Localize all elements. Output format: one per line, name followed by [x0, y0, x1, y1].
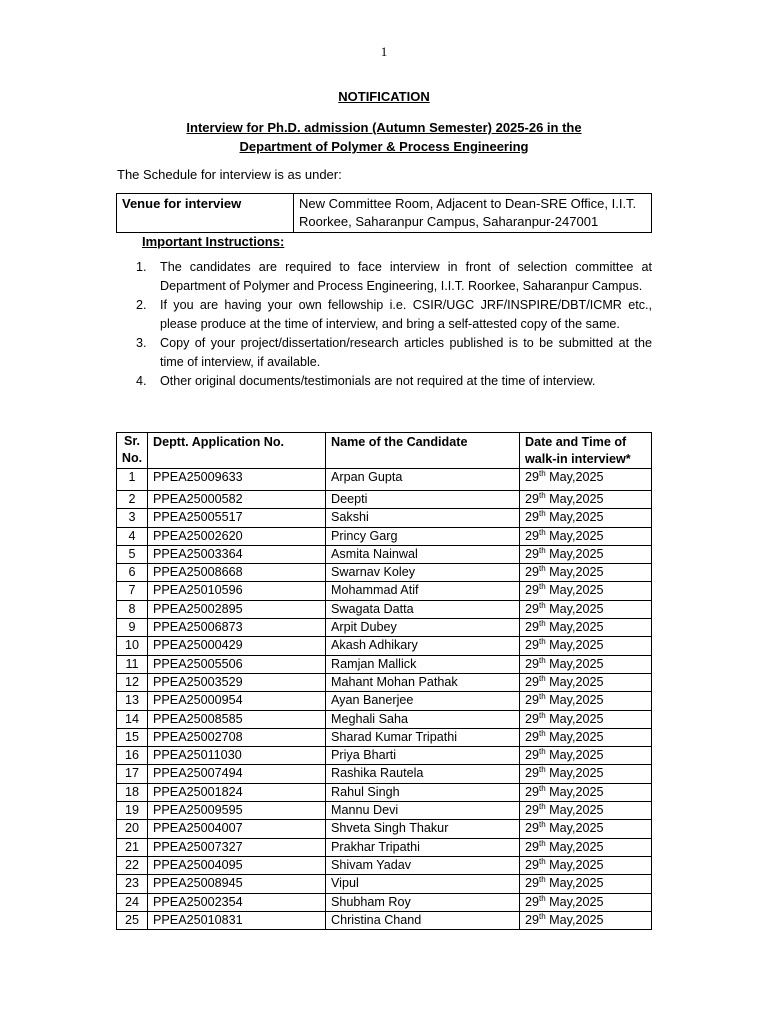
cell-interview-date: [520, 673, 652, 691]
date-rest: May,2025: [545, 857, 604, 872]
cell-sr-no: 19: [117, 802, 148, 820]
date-suffix: th: [539, 490, 546, 500]
instructions-list: [136, 258, 652, 391]
table-row: [117, 637, 652, 655]
cell-interview-date: [520, 527, 652, 545]
date-day: 29: [525, 492, 540, 506]
cell-interview-date: [520, 893, 652, 911]
table-row: [117, 747, 652, 765]
date-day: 29: [525, 711, 540, 726]
date-rest: May,2025: [545, 565, 604, 580]
cell-candidate-name: Mohammad Atif: [326, 582, 520, 600]
cell-interview-date: [520, 875, 652, 893]
cell-candidate-name: Shveta Singh Thakur: [326, 820, 520, 838]
date-rest: May,2025: [545, 711, 604, 726]
cell-interview-date: [520, 765, 652, 783]
instruction-number: 3.: [136, 336, 147, 350]
schedule-intro: The Schedule for interview is as under:: [117, 167, 342, 182]
cell-candidate-name: Deepti: [326, 491, 520, 509]
cell-sr-no: 10: [117, 637, 148, 655]
cell-application-no: PPEA25002620: [148, 527, 326, 545]
instruction-text: Other original documents/testimonials are not required at the time of interview.: [160, 374, 596, 388]
cell-candidate-name: Mannu Devi: [326, 802, 520, 820]
cell-sr-no: 11: [117, 655, 148, 673]
date-suffix: th: [539, 820, 546, 830]
date-suffix: th: [539, 838, 546, 848]
date-day: 29: [525, 565, 540, 580]
cell-interview-date: [520, 728, 652, 746]
cell-sr-no: 25: [117, 911, 148, 929]
table-row: [117, 856, 652, 874]
cell-sr-no: 24: [117, 893, 148, 911]
date-suffix: th: [539, 509, 546, 519]
cell-sr-no: 23: [117, 875, 148, 893]
date-day: 29: [525, 510, 540, 525]
header-interview-date: Date and Time of walk-in interview*: [520, 433, 652, 469]
cell-application-no: PPEA25000954: [148, 692, 326, 710]
cell-sr-no: 14: [117, 710, 148, 728]
cell-candidate-name: Arpan Gupta: [326, 469, 520, 491]
table-row: [117, 783, 652, 801]
table-row: [117, 527, 652, 545]
instruction-number: 2.: [136, 298, 147, 312]
table-row: [117, 802, 652, 820]
date-day: 29: [525, 656, 540, 671]
table-row: [117, 893, 652, 911]
cell-sr-no: 20: [117, 820, 148, 838]
header-candidate-name: Name of the Candidate: [326, 433, 520, 469]
cell-application-no: PPEA25010596: [148, 582, 326, 600]
date-rest: May,2025: [545, 693, 604, 708]
date-rest: May,2025: [545, 601, 604, 616]
cell-sr-no: 5: [117, 545, 148, 563]
date-suffix: th: [539, 911, 546, 921]
date-rest: May,2025: [545, 656, 604, 671]
cell-application-no: PPEA25005517: [148, 509, 326, 527]
cell-sr-no: 2: [117, 491, 148, 509]
cell-sr-no: 17: [117, 765, 148, 783]
date-day: 29: [525, 876, 540, 891]
date-day: 29: [525, 470, 540, 484]
cell-candidate-name: Arpit Dubey: [326, 619, 520, 637]
date-day: 29: [525, 601, 540, 616]
cell-interview-date: [520, 802, 652, 820]
cell-interview-date: [520, 582, 652, 600]
instruction-text: Copy of your project/dissertation/research articles published is to be submitted at the time of interview, if available.: [160, 336, 652, 369]
date-rest: May,2025: [545, 839, 604, 854]
date-day: 29: [525, 894, 540, 909]
cell-sr-no: 4: [117, 527, 148, 545]
cell-candidate-name: Swarnav Koley: [326, 564, 520, 582]
date-suffix: th: [539, 655, 546, 665]
table-row: [117, 491, 652, 509]
date-rest: May,2025: [545, 729, 604, 744]
date-suffix: th: [539, 527, 546, 537]
instruction-number: 1.: [136, 260, 147, 274]
date-suffix: th: [539, 637, 546, 647]
date-suffix: th: [539, 783, 546, 793]
instruction-text: The candidates are required to face interview in front of selection committee at Department of Polymer and Process Engineering, I.I.T. Roorkee, Saharanpur Campus.: [160, 260, 652, 293]
header-application-no: Deptt. Application No.: [148, 433, 326, 469]
subtitle-line-2: Department of Polymer & Process Engineering: [239, 139, 529, 154]
cell-application-no: PPEA25002895: [148, 600, 326, 618]
cell-candidate-name: Mahant Mohan Pathak: [326, 673, 520, 691]
date-rest: May,2025: [545, 748, 604, 763]
date-day: 29: [525, 620, 540, 635]
table-row: [117, 600, 652, 618]
cell-candidate-name: Akash Adhikary: [326, 637, 520, 655]
table-row: [117, 673, 652, 691]
date-day: 29: [525, 748, 540, 763]
cell-sr-no: 21: [117, 838, 148, 856]
cell-candidate-name: Princy Garg: [326, 527, 520, 545]
table-row: [117, 545, 652, 563]
date-rest: May,2025: [545, 470, 604, 484]
instruction-item: [136, 334, 652, 372]
cell-application-no: PPEA25010831: [148, 911, 326, 929]
cell-application-no: PPEA25007327: [148, 838, 326, 856]
date-day: 29: [525, 839, 540, 854]
cell-candidate-name: Rahul Singh: [326, 783, 520, 801]
cell-sr-no: 15: [117, 728, 148, 746]
date-suffix: th: [539, 728, 546, 738]
cell-application-no: PPEA25002708: [148, 728, 326, 746]
header-sr-no: Sr. No.: [117, 433, 148, 469]
date-suffix: th: [539, 564, 546, 573]
table-row: [117, 469, 652, 491]
date-rest: May,2025: [545, 784, 604, 799]
date-day: 29: [525, 821, 540, 836]
cell-candidate-name: Prakhar Tripathi: [326, 838, 520, 856]
cell-candidate-name: Vipul: [326, 875, 520, 893]
instruction-text: If you are having your own fellowship i.e. CSIR/UGC JRF/INSPIRE/DBT/ICMR etc., please produce at the time of interview, and bring a self-attested copy of the same.: [160, 298, 652, 331]
table-row: [117, 911, 652, 929]
date-rest: May,2025: [545, 766, 604, 781]
cell-interview-date: [520, 820, 652, 838]
cell-sr-no: 18: [117, 783, 148, 801]
table-row: [117, 765, 652, 783]
page-title: NOTIFICATION: [338, 89, 430, 104]
cell-candidate-name: Sharad Kumar Tripathi: [326, 728, 520, 746]
date-suffix: th: [539, 618, 546, 628]
table-row: [117, 692, 652, 710]
table-row: [117, 875, 652, 893]
date-suffix: th: [539, 710, 546, 720]
cell-application-no: PPEA25006873: [148, 619, 326, 637]
candidate-table: [116, 432, 652, 930]
page-number: 1: [380, 44, 388, 59]
table-row: [117, 619, 652, 637]
table-row: [117, 710, 652, 728]
date-day: 29: [525, 674, 540, 689]
cell-candidate-name: Asmita Nainwal: [326, 545, 520, 563]
date-day: 29: [525, 784, 540, 799]
cell-sr-no: 1: [117, 469, 148, 491]
cell-application-no: PPEA25007494: [148, 765, 326, 783]
instruction-item: [136, 258, 652, 296]
date-day: 29: [525, 583, 540, 598]
cell-interview-date: [520, 491, 652, 509]
date-suffix: th: [539, 893, 546, 903]
date-day: 29: [525, 546, 540, 561]
cell-candidate-name: Meghali Saha: [326, 710, 520, 728]
cell-interview-date: [520, 783, 652, 801]
date-day: 29: [525, 693, 540, 708]
cell-sr-no: 16: [117, 747, 148, 765]
date-suffix: th: [539, 765, 546, 775]
date-rest: May,2025: [545, 821, 604, 836]
cell-candidate-name: Rashika Rautela: [326, 765, 520, 783]
table-row: [117, 838, 652, 856]
date-suffix: th: [539, 468, 546, 478]
date-rest: May,2025: [545, 638, 604, 653]
date-rest: May,2025: [545, 528, 604, 543]
cell-sr-no: 8: [117, 600, 148, 618]
cell-interview-date: [520, 600, 652, 618]
cell-interview-date: [520, 655, 652, 673]
table-row: [117, 728, 652, 746]
date-day: 29: [525, 638, 540, 653]
instruction-item: [136, 372, 652, 391]
cell-application-no: PPEA25003364: [148, 545, 326, 563]
cell-candidate-name: Swagata Datta: [326, 600, 520, 618]
date-day: 29: [525, 803, 540, 818]
date-rest: May,2025: [545, 674, 604, 689]
cell-candidate-name: Priya Bharti: [326, 747, 520, 765]
cell-application-no: PPEA25004007: [148, 820, 326, 838]
date-rest: May,2025: [545, 912, 604, 927]
cell-interview-date: [520, 856, 652, 874]
date-day: 29: [525, 729, 540, 744]
cell-application-no: PPEA25000429: [148, 637, 326, 655]
date-day: 29: [525, 528, 540, 543]
cell-sr-no: 9: [117, 619, 148, 637]
cell-application-no: PPEA25008945: [148, 875, 326, 893]
instructions-heading: Important Instructions:: [142, 234, 285, 249]
date-rest: May,2025: [545, 492, 604, 506]
date-suffix: th: [539, 856, 546, 866]
date-suffix: th: [539, 746, 546, 756]
cell-application-no: PPEA25011030: [148, 747, 326, 765]
cell-interview-date: [520, 619, 652, 637]
cell-interview-date: [520, 838, 652, 856]
cell-candidate-name: Shubham Roy: [326, 893, 520, 911]
cell-interview-date: [520, 747, 652, 765]
cell-interview-date: [520, 637, 652, 655]
cell-application-no: PPEA25009595: [148, 802, 326, 820]
cell-interview-date: [520, 469, 652, 491]
date-rest: May,2025: [545, 620, 604, 635]
cell-application-no: PPEA25005506: [148, 655, 326, 673]
cell-candidate-name: Christina Chand: [326, 911, 520, 929]
instruction-number: 4.: [136, 374, 147, 388]
date-suffix: th: [539, 801, 546, 811]
date-rest: May,2025: [545, 546, 604, 561]
cell-application-no: PPEA25000582: [148, 491, 326, 509]
cell-sr-no: 13: [117, 692, 148, 710]
date-rest: May,2025: [545, 803, 604, 818]
date-day: 29: [525, 766, 540, 781]
date-rest: May,2025: [545, 894, 604, 909]
cell-application-no: PPEA25008585: [148, 710, 326, 728]
cell-candidate-name: Ramjan Mallick: [326, 655, 520, 673]
date-rest: May,2025: [545, 510, 604, 525]
date-rest: May,2025: [545, 876, 604, 891]
venue-value: New Committee Room, Adjacent to Dean-SRE Office, I.I.T. Roorkee, Saharanpur Campus, Saharanpur-247001: [294, 194, 652, 233]
venue-table: [116, 193, 652, 233]
instruction-item: [136, 296, 652, 334]
candidate-table-body: [117, 469, 652, 930]
cell-application-no: PPEA25004095: [148, 856, 326, 874]
notification-subtitle: [0, 118, 768, 156]
date-suffix: th: [539, 875, 546, 885]
date-day: 29: [525, 857, 540, 872]
date-rest: May,2025: [545, 583, 604, 598]
cell-sr-no: 3: [117, 509, 148, 527]
date-suffix: th: [539, 545, 546, 555]
table-row: [117, 564, 652, 582]
date-suffix: th: [539, 692, 546, 702]
table-row: [117, 582, 652, 600]
date-suffix: th: [539, 582, 546, 592]
cell-application-no: PPEA25003529: [148, 673, 326, 691]
cell-application-no: PPEA25008668: [148, 564, 326, 582]
cell-sr-no: 12: [117, 673, 148, 691]
table-row: [117, 509, 652, 527]
cell-sr-no: 22: [117, 856, 148, 874]
cell-interview-date: [520, 545, 652, 563]
venue-row: [117, 194, 652, 233]
cell-interview-date: [520, 692, 652, 710]
cell-sr-no: 7: [117, 582, 148, 600]
subtitle-line-1: Interview for Ph.D. admission (Autumn Semester) 2025-26 in the: [186, 120, 582, 135]
table-row: [117, 655, 652, 673]
cell-sr-no: 6: [117, 564, 148, 582]
table-header-row: [117, 433, 652, 469]
date-day: 29: [525, 912, 540, 927]
cell-interview-date: [520, 509, 652, 527]
cell-candidate-name: Sakshi: [326, 509, 520, 527]
date-suffix: th: [539, 673, 546, 683]
venue-label: Venue for interview: [117, 194, 294, 233]
cell-candidate-name: Ayan Banerjee: [326, 692, 520, 710]
cell-interview-date: [520, 911, 652, 929]
cell-candidate-name: Shivam Yadav: [326, 856, 520, 874]
cell-interview-date: [520, 564, 652, 582]
cell-interview-date: [520, 710, 652, 728]
cell-application-no: PPEA25002354: [148, 893, 326, 911]
cell-application-no: PPEA25009633: [148, 469, 326, 491]
table-row: [117, 820, 652, 838]
date-suffix: th: [539, 600, 546, 610]
cell-application-no: PPEA25001824: [148, 783, 326, 801]
